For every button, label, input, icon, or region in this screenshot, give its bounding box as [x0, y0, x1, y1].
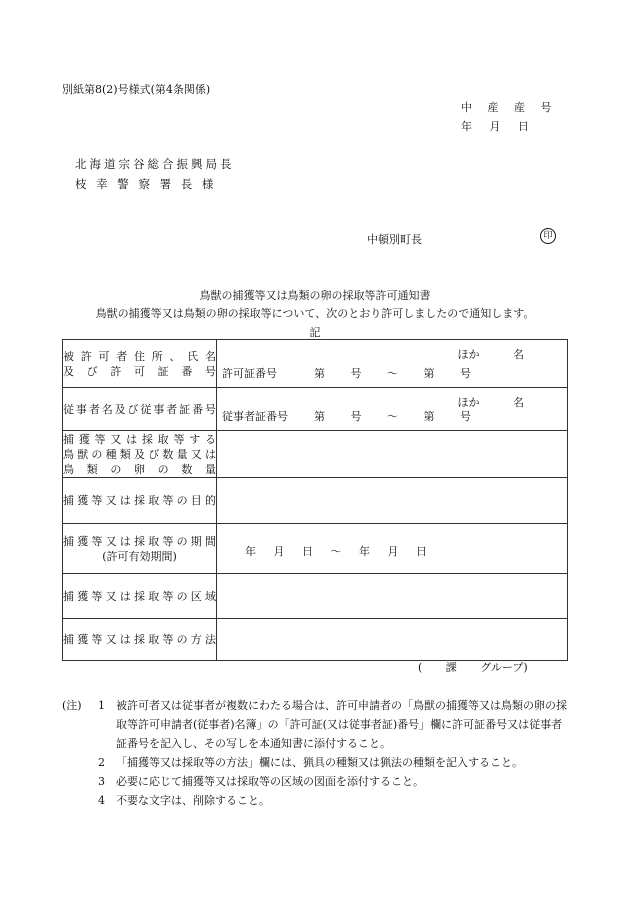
- table-row: [63, 478, 568, 524]
- row-label: [63, 478, 217, 524]
- label-line: 捕獲等又は採取等する: [63, 432, 216, 446]
- notes-tag: (注): [62, 699, 82, 712]
- group-line: ( 課 グループ): [418, 661, 528, 674]
- note-item: [62, 753, 568, 772]
- document-date: 年 月 日: [461, 120, 529, 133]
- ki-heading: 記: [309, 326, 321, 339]
- table-row: [63, 388, 568, 431]
- note-item: [62, 791, 568, 810]
- period-cell[interactable]: [217, 524, 568, 574]
- label-line: 鳥獣の種類及び数量又は: [63, 447, 216, 461]
- note-text: 被許可者又は従事者が複数にわたる場合は、許可申請者の「鳥獣の捕獲等又は鳥類の卵の採取等許可申請者(従事者)名簿」の「許可証(又は従事者証)番号」欄に許可証番号又は従事者証番号を記入し、その写しを本通知書に添付すること。: [116, 699, 567, 750]
- table-row: [63, 340, 568, 388]
- intro-text: 鳥獣の捕獲等又は鳥類の卵の採取等について、次のとおり許可しましたので通知します。: [95, 307, 535, 320]
- seal-mark: 印: [540, 228, 556, 244]
- table-row: [63, 431, 568, 478]
- addressee-2: 枝 幸 警 察 署 長 様: [75, 177, 217, 191]
- label-line: 捕獲等又は採取等の目的: [63, 494, 216, 507]
- period-dates: 年 月 日 ～ 年 月 日: [245, 545, 427, 558]
- table-row: [63, 574, 568, 619]
- form-number: 別紙第8(2)号様式(第4条関係): [62, 83, 211, 96]
- label-line: 捕獲等又は採取等の区域: [63, 589, 216, 603]
- label-line: 鳥類の卵の数量: [63, 462, 216, 476]
- area-cell[interactable]: [217, 574, 568, 619]
- note-text: 「捕獲等又は採取等の方法」欄には、猟具の種類又は猟法の種類を記入すること。: [116, 756, 523, 769]
- note-item: [62, 696, 568, 753]
- cert-label: 従事者証番号: [222, 410, 288, 423]
- notes-section: [62, 696, 568, 810]
- label-line: 及び許可証番号: [63, 364, 216, 378]
- purpose-cell[interactable]: [217, 478, 568, 524]
- species-cell[interactable]: [217, 431, 568, 478]
- row-label: [63, 340, 217, 388]
- others-count: ほか 名: [457, 396, 524, 409]
- number-range: 第 号 ～ 第 号: [314, 410, 471, 423]
- cert-label: 許可証番号: [222, 367, 277, 380]
- addressee-1: 北海道宗谷総合振興局長: [75, 157, 235, 171]
- document-title: 鳥獣の捕獲等又は鳥類の卵の採取等許可通知書: [199, 289, 431, 302]
- sender-name: 中頓別町長: [367, 233, 422, 246]
- permit-table: [62, 339, 568, 661]
- document-number: 中 産 産 号: [461, 101, 558, 114]
- note-number: 4: [98, 794, 105, 807]
- table-row: [63, 619, 568, 661]
- others-count: ほか 名: [457, 348, 524, 361]
- permit-number-cell[interactable]: [217, 340, 568, 388]
- note-number: 1: [98, 699, 105, 712]
- row-label: [63, 431, 217, 478]
- row-label: [63, 619, 217, 661]
- label-line: 捕獲等又は採取等の方法: [63, 633, 216, 646]
- row-label: [63, 388, 217, 431]
- label-line: 捕獲等又は採取等の期間: [63, 534, 216, 548]
- note-number: 3: [98, 775, 105, 788]
- note-number: 2: [98, 756, 105, 769]
- label-line: 従事者名及び従事者証番号: [63, 402, 216, 416]
- row-label: [63, 574, 217, 619]
- note-text: 必要に応じて捕獲等又は採取等の区域の図面を添付すること。: [116, 775, 424, 788]
- note-text: 不要な文字は、削除すること。: [116, 794, 270, 807]
- note-item: [62, 772, 568, 791]
- worker-number-cell[interactable]: [217, 388, 568, 431]
- label-line: (許可有効期間): [102, 549, 177, 563]
- table-row: [63, 524, 568, 574]
- label-line: 被許可者住所、氏名: [63, 349, 216, 363]
- method-cell[interactable]: [217, 619, 568, 661]
- row-label: [63, 524, 217, 574]
- number-range: 第 号 ～ 第 号: [314, 367, 471, 380]
